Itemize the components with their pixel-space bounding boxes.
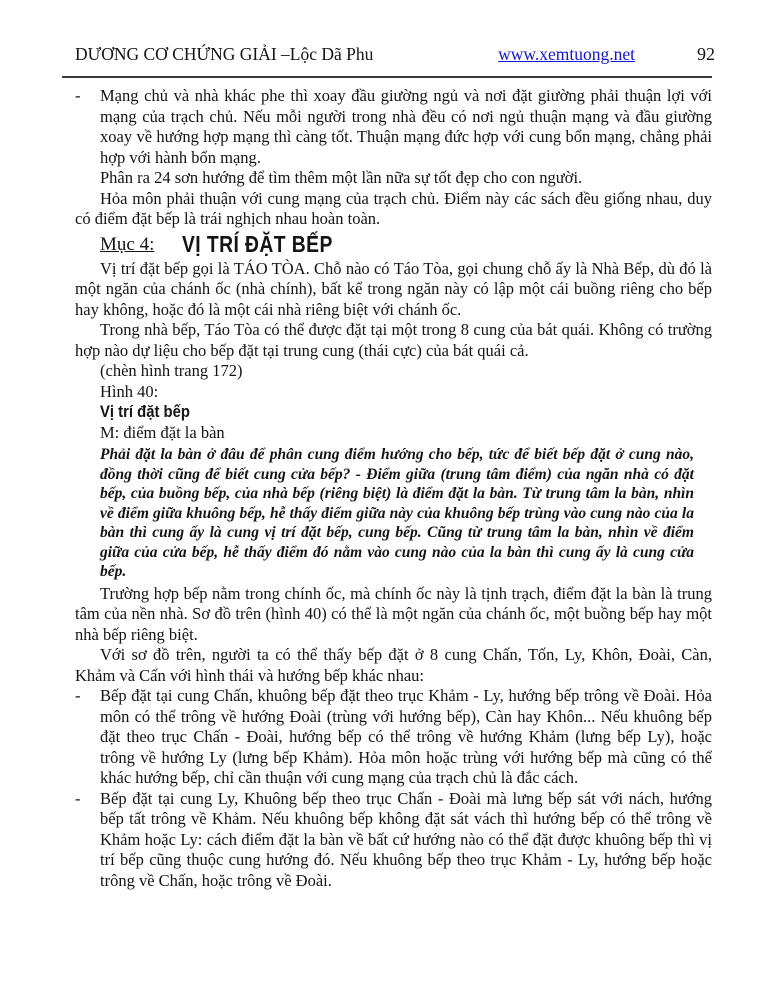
paragraph-hoa-mon: Hỏa môn phải thuận với cung mạng của trạch chủ. Điểm này các sách đều giống nhau, duy có điểm đặt bếp là trái nghịch nhau hoàn toàn. [75, 188, 712, 228]
paragraph-trong-nha-bep: Trong nhà bếp, Táo Tòa có thể được đặt tại một trong 8 cung của bát quái. Không có trường hợp nào dự liệu cho bếp đặt tại trung cung (thái cực) của bát quái cả. [75, 320, 712, 360]
header-divider [62, 76, 712, 78]
page-header [75, 44, 715, 65]
paragraph-voi-so-do: Với sơ đồ trên, người ta có thể thấy bếp đặt ở 8 cung Chấn, Tốn, Ly, Khôn, Đoài, Càn, Khảm và Cấn với hình thái và hướng bếp khác nhau: [75, 645, 712, 685]
paragraph-hinh-40: Hình 40: [100, 381, 159, 401]
paragraph-la-ban: M: điểm đặt la bàn [100, 422, 225, 442]
paragraph-son-huong: Phân ra 24 sơn hướng để tìm thêm một lần nữa sự tốt đẹp cho con người. [100, 168, 583, 187]
bullet-item-ly [75, 789, 712, 892]
subheading-vi-tri-dat-bep [75, 402, 712, 423]
paragraph-chen-hinh: (chèn hình trang 172) [100, 361, 243, 380]
bullet-dash: - [75, 788, 81, 808]
bullet-text: Mạng chủ và nhà khác phe thì xoay đầu giường ngủ và nơi đặt giường phải thuận lợi với mạng của trạch chủ. Nếu mỗi người trong nhà đều có nơi ngủ thuận mạng và đầu giường xoay về hướng hợp mạng thì càng tốt. Thuận mạng đức hợp với cung bổn mạng, chẳng phải hợp với hành bổn mạng. [100, 86, 712, 167]
book-title: DƯƠNG CƠ CHỨNG GIẢI –Lộc Dã Phu [75, 44, 374, 64]
paragraph-tao-toa: Vị trí đặt bếp gọi là TÁO TÒA. Chỗ nào có Táo Tòa, gọi chung chỗ ấy là Nhà Bếp, dù đó là một ngăn của chánh ốc (nhà chính), bất kể trong ngăn này có lập một cái buồng riêng cho bếp hay không, hoặc đó là một cái nhà riêng biệt với chánh ốc. [75, 258, 712, 319]
page-body [75, 86, 712, 891]
paragraph-truong-hop: Trường hợp bếp nằm trong chính ốc, mà chính ốc này là tịnh trạch, điểm đặt la bàn là trung tâm của nền nhà. Sơ đồ trên (hình 40) có thể là một ngăn của chánh ốc, một buồng bếp hay một nhà bếp riêng biệt. [75, 583, 712, 644]
bullet-item-sleeping [75, 86, 712, 168]
bullet-item-chan [75, 686, 712, 789]
website-link[interactable]: www.xemtuong.net [498, 44, 635, 64]
subheading-text: Vị trí đặt bếp [100, 403, 190, 421]
section-number-label: Mục 4: [100, 233, 155, 255]
bullet-text: Bếp đặt tại cung Chấn, khuông bếp đặt theo trục Khảm - Ly, hướng bếp trông về Đoài. Hỏa môn có thể trông về hướng Đoài (trùng với hướng bếp), Càn hay Khôn... Nếu khuông bếp đặt theo trục Chấn - Đoài, hướng bếp có thể trông về hướng Khảm (lưng bếp Ly), hoặc trông về hướng Ly (lưng bếp Khảm). Hỏa môn hoặc trùng với hướng bếp mà cũng có thể khác hướng bếp, chỉ cần thuận với cung mạng của trạch chủ là đắc cách. [100, 686, 712, 787]
section-title: VỊ TRÍ ĐẶT BẾP [182, 230, 334, 257]
page-number: 92 [697, 44, 715, 64]
bullet-text: Bếp đặt tại cung Ly, Khuông bếp theo trục Chấn - Đoài mà lưng bếp sát với nách, hướng bếp tất trông về Khảm. Nếu khuông bếp không đặt sát vách thì hướng bếp có thể trông về Khảm hoặc Ly: cách điểm đặt la bàn về bất cứ hướng nào có thể đặt được khuông bếp thì vị trí bếp cũng thuộc cung hướng đó. Nếu khuông bếp theo trục Khảm - Ly, hướng bếp hoặc trông về Chấn, hoặc trông về Đoài. [100, 788, 712, 890]
section-heading [75, 230, 712, 259]
emphasis-paragraph-la-ban-rule: Phải đặt la bàn ở đâu để phân cung điểm hướng cho bếp, tức để biết bếp đặt ở cung nào, đồng thời cũng để biết cung cửa bếp? - Điểm giữa (trung tâm điểm) của ngăn nhà có đặt bếp, của buồng bếp, của nhà bếp (riêng biệt) là điểm đặt la bàn. Từ trung tâm la bàn, nhìn về điểm giữa khuông bếp, hễ thấy điểm giữa này của khuông bếp trùng vào cung nào của la bàn thì cung ấy là cung vị trí đặt bếp, cung bếp. Cũng từ trung tâm la bàn, nhìn về điểm giữa của cửa bếp, hễ thấy điểm đó nằm vào cung nào của la bàn thì cung ấy là cung cửa bếp. [100, 446, 694, 580]
bullet-dash: - [75, 86, 81, 105]
bullet-dash: - [75, 686, 81, 705]
